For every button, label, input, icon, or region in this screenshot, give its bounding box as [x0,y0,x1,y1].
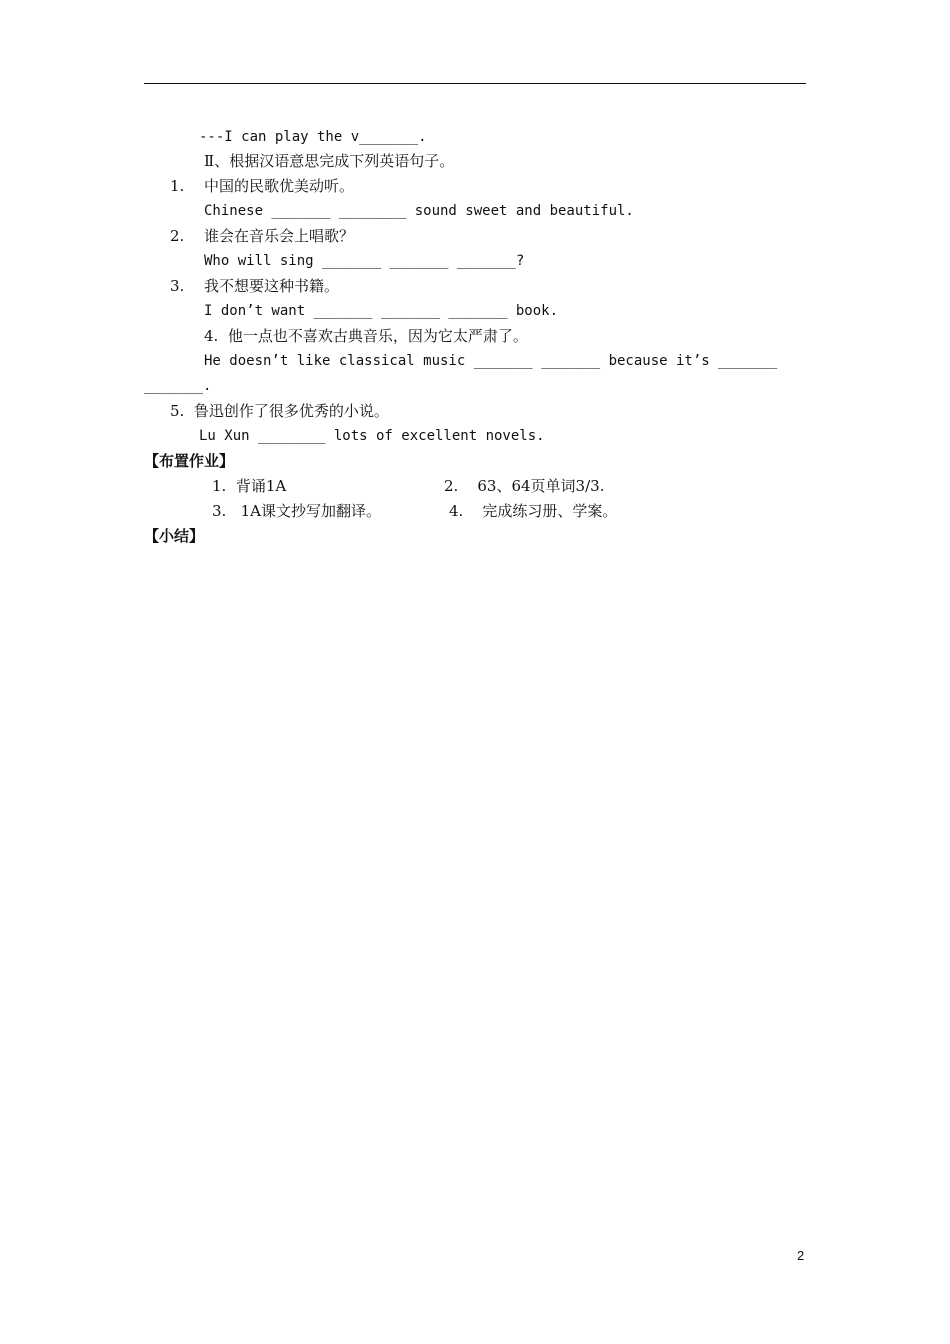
header-rule [144,83,806,84]
item-english-5: Lu Xun ________ lots of excellent novels. [199,428,545,444]
item-number-1: 1. [170,177,185,195]
item-chinese-5: 5. 鲁迅创作了很多优秀的小说。 [170,402,389,420]
item-english-3: I don’t want _______ _______ _______ book. [204,303,559,319]
item-chinese-3: 我不想要这种书籍。 [204,277,340,295]
page-number: 2 [797,1248,805,1263]
homework-heading: 【布置作业】 [144,452,235,470]
homework-item-1: 1. 背诵1A [212,477,287,495]
item-number-2: 2. [170,227,185,245]
item-english-2: Who will sing _______ _______ _______? [204,253,525,269]
item-chinese-4: 4. 他一点也不喜欢古典音乐，因为它太严肃了。 [204,327,528,345]
summary-heading: 【小结】 [144,527,205,545]
item-english-4: He doesn’t like classical music _______ _______ because it’s _______ [204,353,778,369]
answer-line: ---I can play the v_______. [199,129,427,145]
item-english-4-cont: _______. [144,378,212,394]
item-chinese-2: 谁会在音乐会上唱歌？ [204,227,355,245]
item-number-3: 3. [170,277,185,295]
item-english-1: Chinese _______ ________ sound sweet and beautiful. [204,203,634,219]
homework-item-3: 3. 1A课文抄写加翻译。 [212,502,381,520]
homework-item-2: 2. 63、64页单词3/3. [444,477,605,495]
item-chinese-1: 中国的民歌优美动听。 [204,177,355,195]
homework-item-4: 4. 完成练习册、学案。 [449,502,618,520]
section-instruction: Ⅱ、根据汉语意思完成下列英语句子。 [204,152,455,170]
